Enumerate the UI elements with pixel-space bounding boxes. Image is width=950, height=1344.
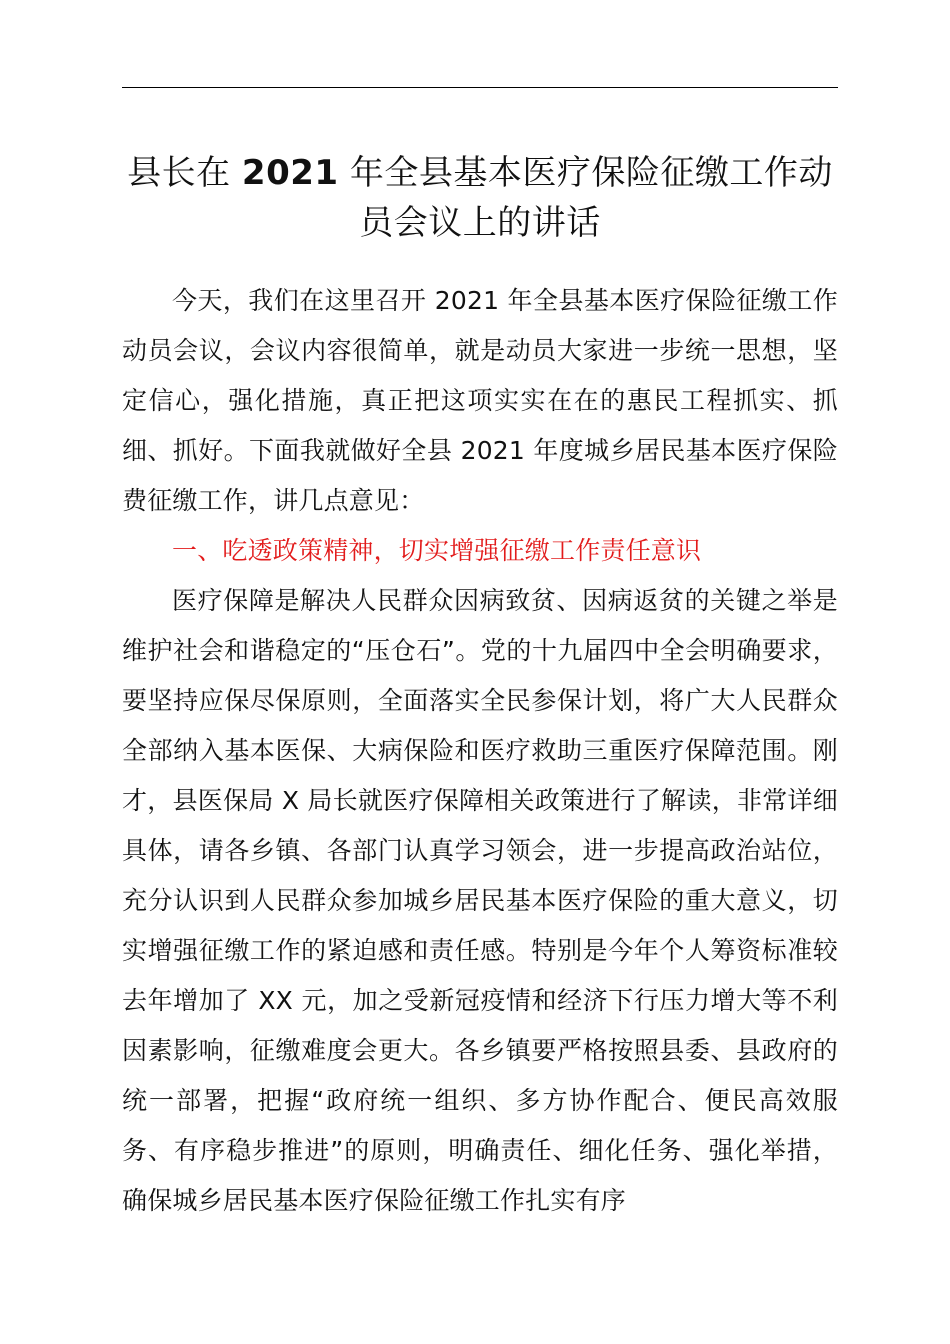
title-suffix: 年全县基本医疗保险征缴工作动员会议上的讲话: [338, 153, 833, 243]
document-title: [110, 148, 850, 248]
title-prefix: 县长在: [127, 153, 242, 193]
document-body: [122, 276, 838, 1226]
header-rule: [122, 87, 838, 88]
section-heading-1: 一、吃透政策精神，切实增强征缴工作责任意识: [172, 536, 702, 565]
paragraph-section-1: 医疗保障是解决人民群众因病致贫、因病返贫的关键之举是维护社会和谐稳定的“压仓石”。党的十九届四中全会明确要求，要坚持应保尽保原则，全面落实全民参保计划，将广大人民群众全部纳入基本医保、大病保险和医疗救助三重医疗保障范围。刚才，县医保局 X 局长就医疗保障相关政策进行了解读，非常详细具体，请各乡镇、各部门认真学习领会，进一步提高政治站位，充分认识到人民群众参加城乡居民基本医疗保险的重大意义，切实增强征缴工作的紧迫感和责任感。特别是今年个人筹资标准较去年增加了 XX 元，加之受新冠疫情和经济下行压力增大等不利因素影响，征缴难度会更大。各乡镇要严格按照县委、县政府的统一部署，把握“政府统一组织、多方协作配合、便民高效服务、有序稳步推进”的原则，明确责任、细化任务、强化举措，确保城乡居民基本医疗保险征缴工作扎实有序: [122, 586, 838, 1215]
paragraph-intro: 今天，我们在这里召开 2021 年全县基本医疗保险征缴工作动员会议，会议内容很简单，就是动员大家进一步统一思想，坚定信心，强化措施，真正把这项实实在在的惠民工程抓实、抓细、抓好。下面我就做好全县 2021 年度城乡居民基本医疗保险费征缴工作，讲几点意见：: [122, 286, 838, 515]
title-year: 2021: [241, 153, 339, 193]
